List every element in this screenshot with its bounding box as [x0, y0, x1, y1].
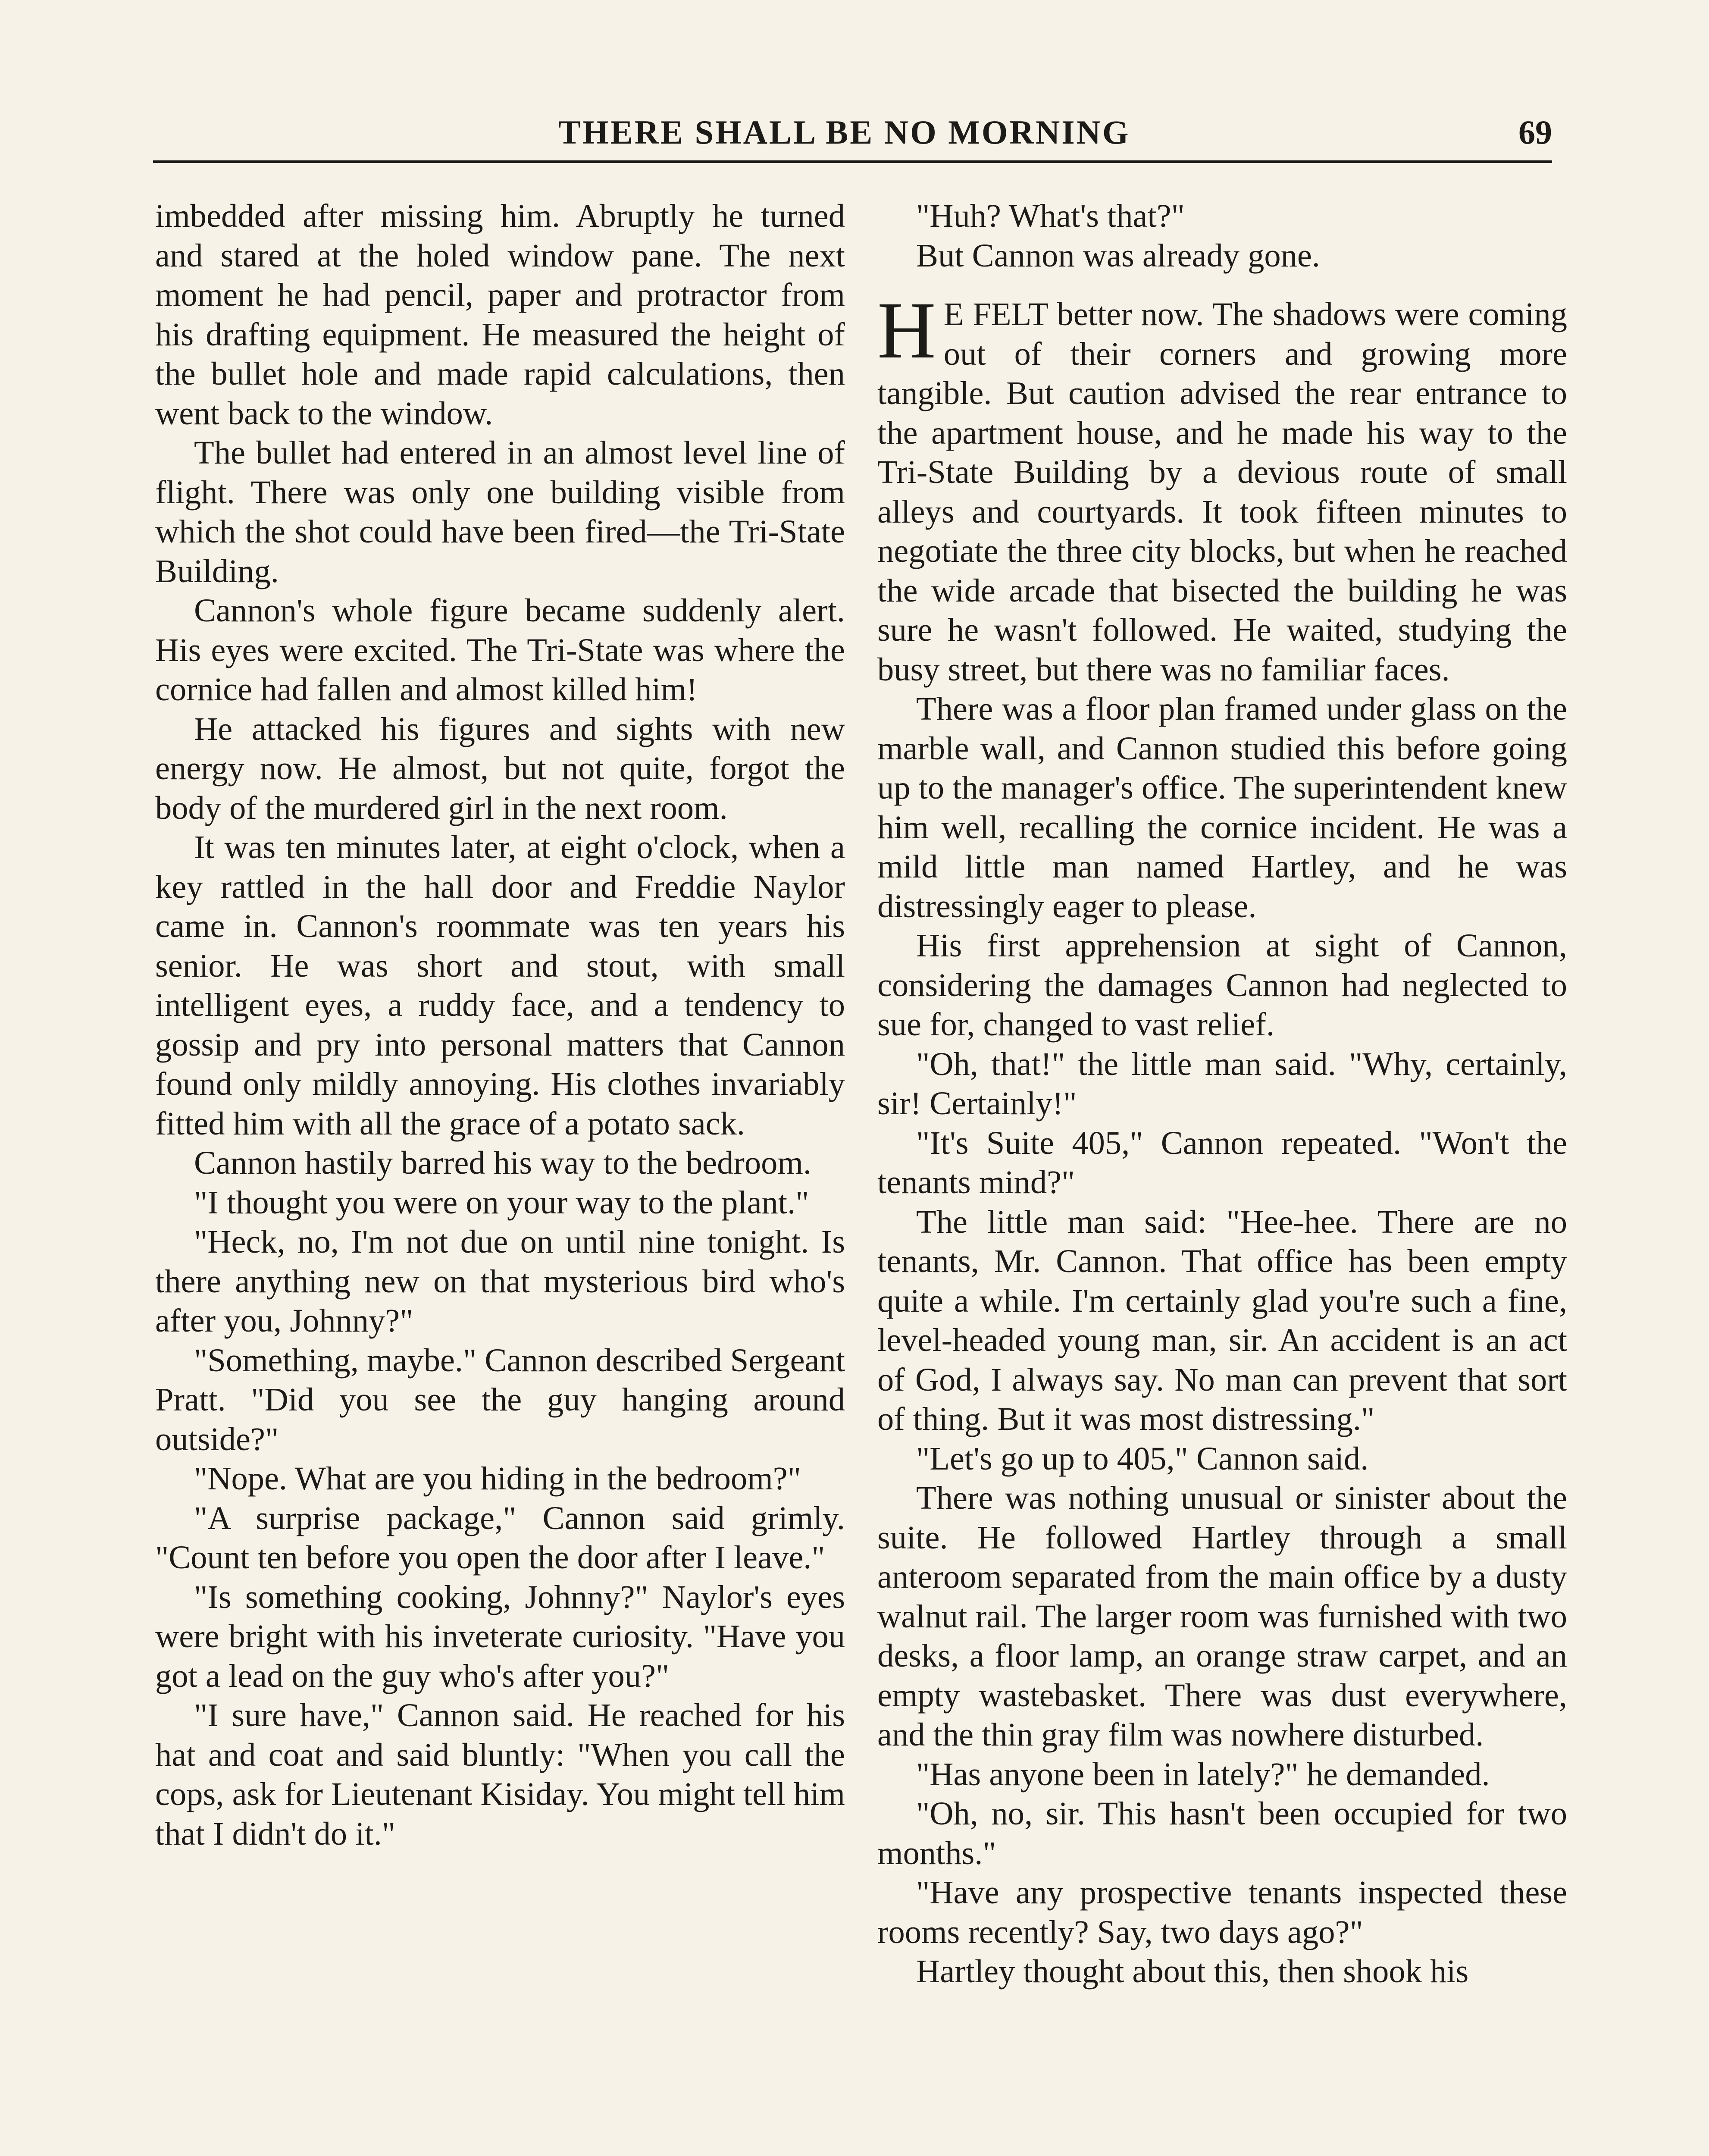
paragraph: "Have any prospective tenants inspected these rooms recently? Say, two days ago?": [877, 1874, 1567, 1950]
paragraph: "Has anyone been in lately?" he demanded.: [916, 1755, 1490, 1792]
paragraph: The bullet had entered in an almost level line of flight. There was only one building visible from which the shot could have been fired—the Tri-State Building.: [155, 434, 845, 589]
paragraph: "Nope. What are you hiding in the bedroom?": [194, 1460, 801, 1497]
right-column: [877, 196, 1567, 1991]
section-opening-paragraph: [877, 285, 1567, 689]
paragraph: There was a floor plan framed under glass on the marble wall, and Cannon studied this before going up to the manager's office. The superintendent knew him well, recalling the cornice incident. He was a mild little man named Hartley, and he was distressingly eager to please.: [877, 690, 1567, 924]
paragraph: "Heck, no, I'm not due on until nine tonight. Is there anything new on that mysterious bird who's after you, Johnny?": [155, 1223, 845, 1339]
paragraph: "Oh, no, sir. This hasn't been occupied for two months.": [877, 1795, 1567, 1871]
paragraph: "It's Suite 405," Cannon repeated. "Won't the tenants mind?": [877, 1124, 1567, 1200]
paragraph: Cannon's whole figure became suddenly alert. His eyes were excited. The Tri-State was where the cornice had fallen and almost killed him!: [155, 592, 845, 708]
paragraph: "Oh, that!" the little man said. "Why, certainly, sir! Certainly!": [877, 1045, 1567, 1122]
paragraph: "Let's go up to 405," Cannon said.: [916, 1440, 1369, 1477]
paragraph: His first apprehension at sight of Cannon, considering the damages Cannon had neglected to sue for, changed to vast relief.: [877, 927, 1567, 1043]
story-title: THERE SHALL BE NO MORNING: [558, 113, 1130, 151]
page-number: 69: [1518, 113, 1552, 151]
paragraph: It was ten minutes later, at eight o'clock, when a key rattled in the hall door and Freddie Naylor came in. Cannon's roommate was ten years his senior. He was short and stout, with small intelligent eyes, a ruddy face, and a tendency to gossip and pry into personal matters that Cannon found only mildly annoying. His clothes invariably fitted him with all the grace of a potato sack.: [155, 829, 845, 1142]
paragraph: "I thought you were on your way to the plant.": [194, 1184, 809, 1221]
paragraph: But Cannon was already gone.: [916, 237, 1320, 274]
section-opening-text: E FELT better now. The shadows were coming out of their corners and growing more tangible. But caution advised the rear entrance to the apartment house, and he made his way to the Tri-State Building by a devious route of small alleys and courtyards. It took fifteen minutes to negotiate the three city blocks, but when he reached the wide arcade that bisected the building he was sure he wasn't followed. He waited, studying the busy street, but there was no familiar faces.: [877, 296, 1567, 688]
drop-cap: H: [877, 285, 936, 375]
paragraph: The little man said: "Hee-hee. There are no tenants, Mr. Cannon. That office has been empty quite a while. I'm certainly glad you're such a fine, level-headed young man, sir. An accident is an act of God, I always say. No man can prevent that sort of thing. But it was most distressing.": [877, 1203, 1567, 1437]
left-column: [155, 196, 845, 1853]
running-header: [153, 113, 1552, 163]
paragraph: imbedded after missing him. Abruptly he turned and stared at the holed window pane. The next moment he had pencil, paper and protractor from his drafting equipment. He measured the height of the bullet hole and made rapid calculations, then went back to the window.: [155, 197, 845, 432]
paragraph: He attacked his figures and sights with new energy now. He almost, but not quite, forgot the body of the murdered girl in the next room.: [155, 710, 845, 826]
paragraph: "Something, maybe." Cannon described Sergeant Pratt. "Did you see the guy hanging around outside?": [155, 1341, 845, 1457]
paragraph: "I sure have," Cannon said. He reached for his hat and coat and said bluntly: "When you call the cops, ask for Lieutenant Kisiday. You might tell him that I didn't do it.": [155, 1697, 845, 1852]
paragraph: Hartley thought about this, then shook his: [916, 1953, 1469, 1990]
paragraph: "A surprise package," Cannon said grimly. "Count ten before you open the door after I leave.": [155, 1499, 845, 1576]
paragraph: "Huh? What's that?": [916, 197, 1185, 234]
paragraph: Cannon hastily barred his way to the bedroom.: [194, 1144, 811, 1181]
paragraph: "Is something cooking, Johnny?" Naylor's eyes were bright with his inveterate curiosity. "Have you got a lead on the guy who's after you?": [155, 1578, 845, 1694]
paragraph: There was nothing unusual or sinister about the suite. He followed Hartley through a small anteroom separated from the main office by a dusty walnut rail. The larger room was furnished with two desks, a floor lamp, an orange straw carpet, and an empty wastebasket. There was dust everywhere, and the thin gray film was nowhere disturbed.: [877, 1479, 1567, 1753]
